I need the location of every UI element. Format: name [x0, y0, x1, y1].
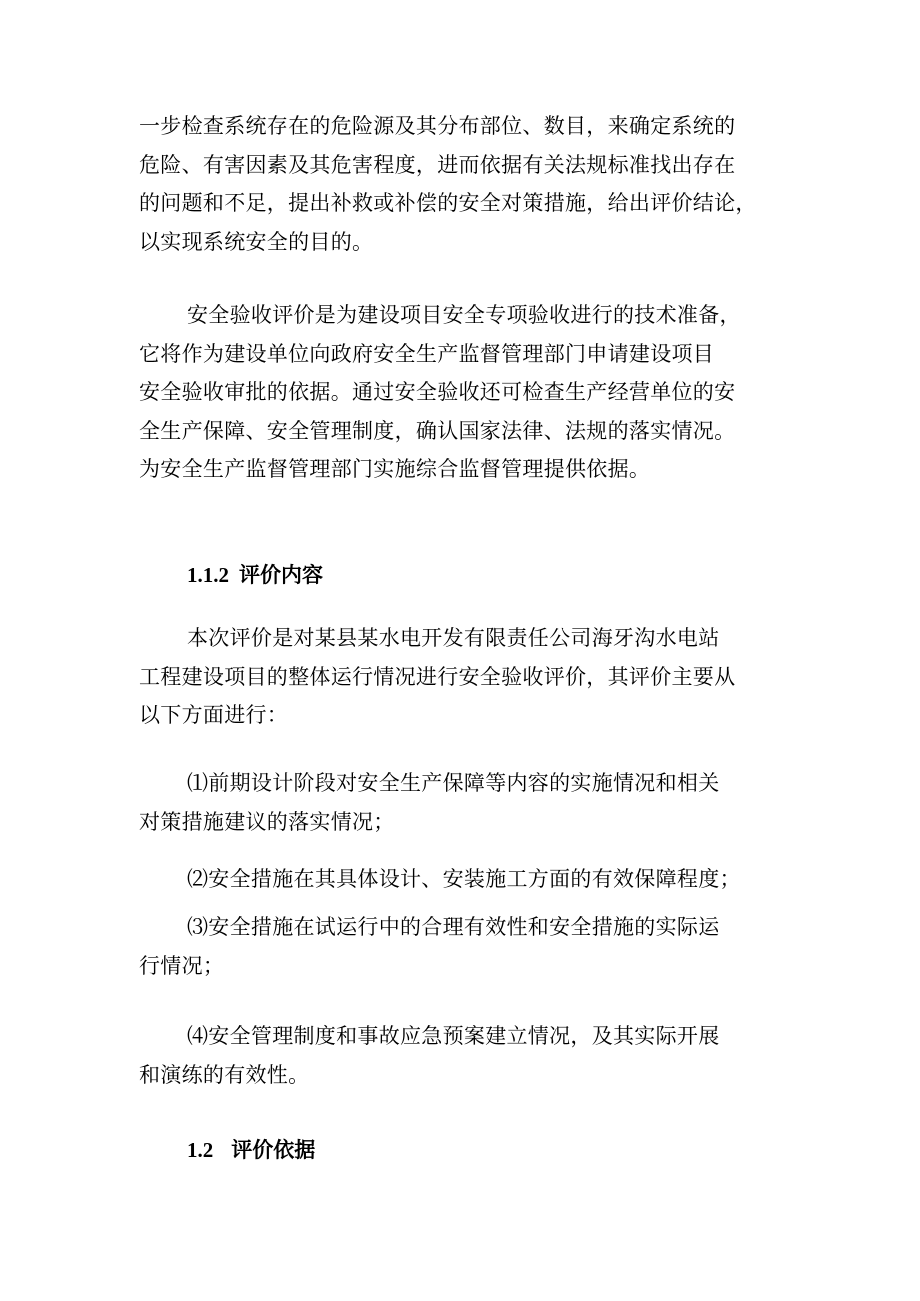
text-line: ⑵安全措施在其具体设计、安装施工方面的有效保障程度；: [187, 867, 741, 891]
text-line: 工程建设项目的整体运行情况进行安全验收评价，其评价主要从: [139, 664, 736, 689]
paragraph-evaluation-scope: [139, 619, 799, 735]
text-line: 一步检查系统存在的危险源及其分布部位、数目，来确定系统的: [139, 114, 736, 138]
text-line: 对策措施建议的落实情况；: [139, 809, 395, 834]
section-number: 1.2: [187, 1138, 214, 1162]
text-line: 以实现系统安全的目的。: [139, 229, 374, 254]
text-line: 全生产保障、安全管理制度，确认国家法律、法规的落实情况。: [139, 418, 736, 443]
list-item-installation: [139, 860, 799, 899]
text-line: 的问题和不足，提出补救或补偿的安全对策措施，给出评价结论，: [139, 191, 757, 215]
text-line: 本次评价是对某县某水电开发有限责任公司海牙沟水电站: [187, 626, 720, 650]
paragraph-acceptance-evaluation: [139, 296, 799, 489]
text-line: 安全验收评价是为建设项目安全专项验收进行的技术准备，: [187, 303, 741, 327]
section-title: 评价依据: [231, 1138, 316, 1162]
text-line: 它将作为建设单位向政府安全生产监督管理部门申请建设项目: [139, 341, 715, 366]
section-heading-evaluation-content: [187, 560, 323, 590]
list-item-management-system: [139, 1017, 799, 1094]
text-line: ⑴前期设计阶段对安全生产保障等内容的实施情况和相关: [187, 771, 720, 795]
text-line: 为安全生产监督管理部门实施综合监督管理提供依据。: [139, 457, 651, 481]
text-line: 安全验收审批的依据。通过安全验收还可检查生产经营单位的安: [139, 380, 736, 404]
text-line: ⑶安全措施在试运行中的合理有效性和安全措施的实际运: [187, 915, 720, 939]
text-line: 行情况；: [139, 953, 225, 978]
text-line: 和演练的有效性。: [139, 1062, 310, 1087]
list-item-trial-operation: [139, 908, 799, 985]
section-number: 1.1.2: [187, 563, 229, 587]
section-heading-evaluation-basis: [187, 1135, 315, 1165]
section-title: 评价内容: [239, 563, 323, 587]
paragraph-hazard-analysis: [139, 107, 799, 261]
list-item-design-phase: [139, 764, 799, 841]
text-line: 以下方面进行：: [139, 703, 289, 727]
text-line: ⑷安全管理制度和事故应急预案建立情况，及其实际开展: [187, 1024, 720, 1048]
text-line: 危险、有害因素及其危害程度，进而依据有关法规标准找出存在: [139, 152, 736, 177]
